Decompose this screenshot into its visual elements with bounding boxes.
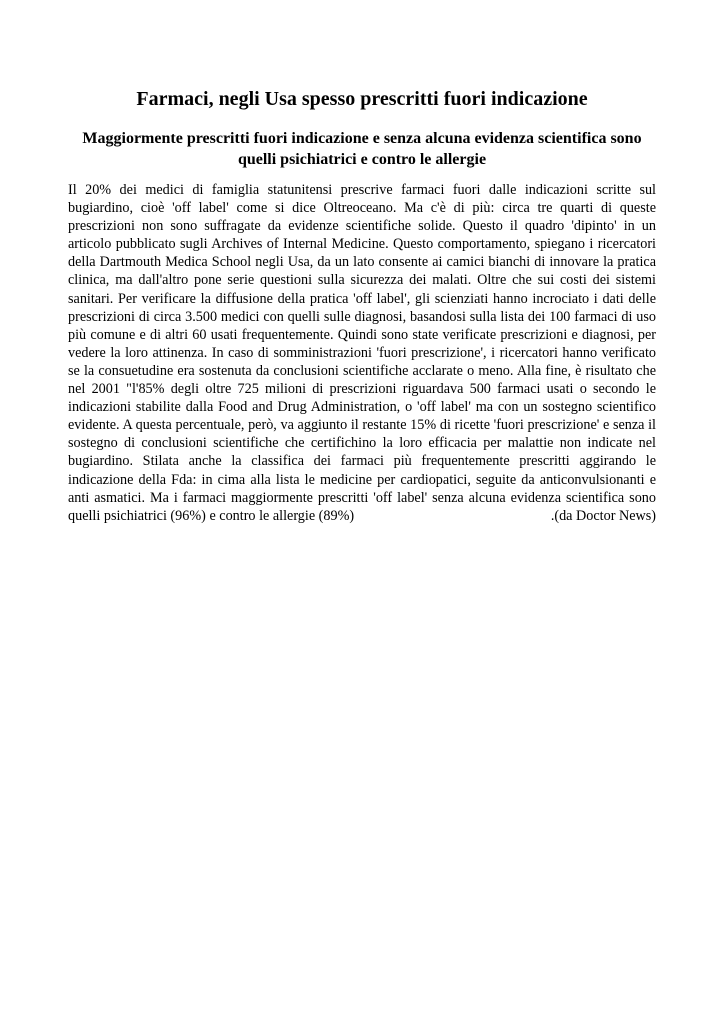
article-body <box>68 181 656 525</box>
article-source: .(da Doctor News) <box>550 507 656 524</box>
article-title: Farmaci, negli Usa spesso prescritti fuori indicazione <box>136 88 588 110</box>
article-subtitle: Maggiormente prescritti fuori indicazione e senza alcuna evidenza scientifica sono quelli psichiatrici e contro le allergie <box>82 130 642 168</box>
article-body-text: Il 20% dei medici di famiglia statunitensi prescrive farmaci fuori dalle indicazioni scritte sul bugiardino, cioè 'off label' come si dice Oltreoceano. Ma c'è di più: circa tre quarti di queste prescrizioni non sono suffragate da evidenze scientifiche solide. Questo il quadro 'dipinto' in un articolo pubblicato sugli Archives of Internal Medicine. Questo comportamento, spiegano i ricercatori della Dartmouth Medica School negli Usa, da un lato consente ai camici bianchi di innovare la pratica clinica, ma dall'altro pone serie questioni sulla sicurezza dei malati. Oltre che sui costi dei sistemi sanitari. Per verificare la diffusione della pratica 'off label', gli scienziati hanno incrociato i dati delle prescrizioni di circa 3.500 medici con quelli sulle diagnosi, basandosi sulla lista dei 100 farmaci di uso più comune e di altri 60 usati frequentemente. Quindi sono state verificate prescrizioni e diagnosi, per vedere la loro attinenza. In caso di somministrazioni 'fuori prescrizione', i ricercatori hanno verificato se la consuetudine era sostenuta da conclusioni scientifiche acclarate o meno. Alla fine, è risultato che nel 2001 "l'85% degli oltre 725 milioni di prescrizioni riguardava 500 farmaci usati o secondo le indicazioni stabilite dalla Food and Drug Administration, o 'off label' ma con un sostegno scientifico evidente. A questa percentuale, però, va aggiunto il restante 15% di ricette 'fuori prescrizione' e senza il sostegno di conclusioni scientifiche che certifichino la loro efficacia per malattie non indicate nel bugiardino. Stilata anche la classifica dei farmaci più frequentemente prescritti aggirando le indicazione della Fda: in cima alla lista le medicine per cardiopatici, seguite da anticonvulsionanti e anti asmatici. Ma i farmaci maggiormente prescritti 'off label' senza alcuna evidenza scientifica sono quelli psichiatrici (96%) e contro le allergie (89%) <box>68 182 656 524</box>
